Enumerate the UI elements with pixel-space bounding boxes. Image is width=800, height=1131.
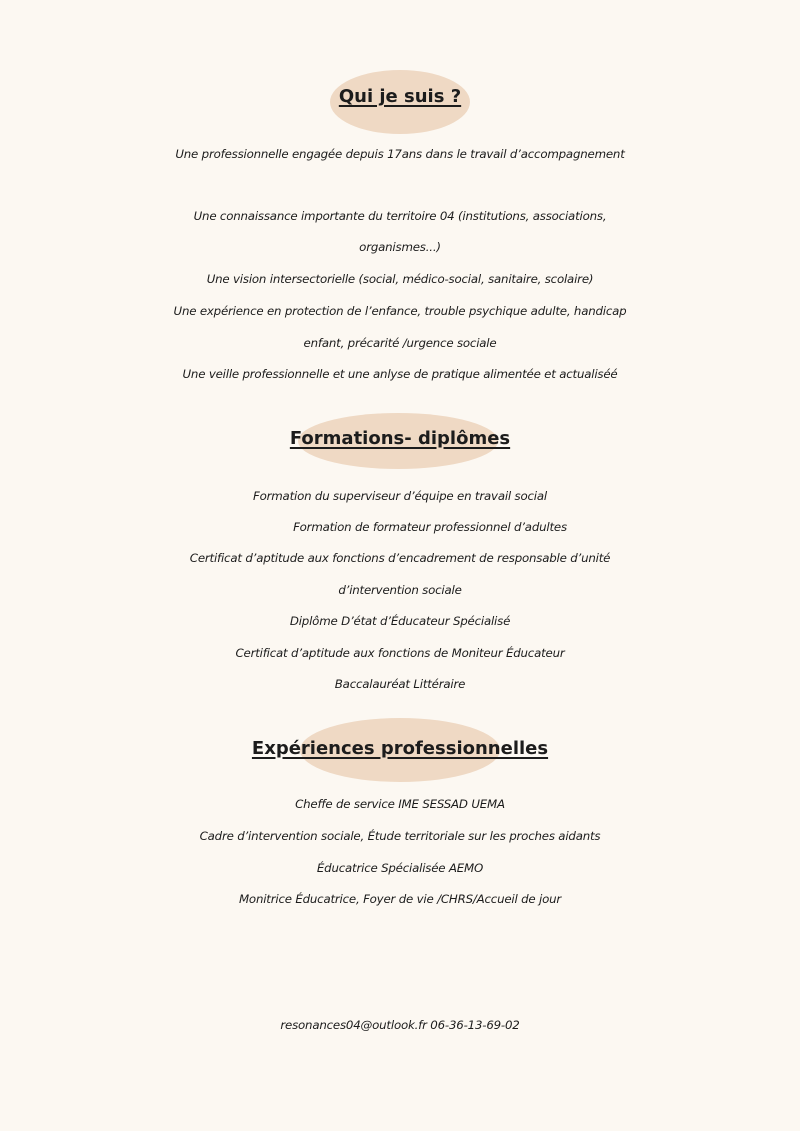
who-line: Une expérience en protection de l’enfance, trouble psychique adulte, handicap [173, 304, 627, 318]
experience-line: Cheffe de service IME SESSAD UEMA [295, 797, 505, 811]
training-line: Formation du superviseur d’équipe en travail social [253, 489, 547, 503]
training-line: Formation de formateur professionnel d’adultes [293, 520, 567, 534]
who-line: organismes...) [359, 240, 441, 254]
who-line: Une professionnelle engagée depuis 17ans dans le travail d’accompagnement [175, 147, 625, 161]
who-line: Une vision intersectorielle (social, médico-social, sanitaire, scolaire) [206, 272, 594, 286]
training-line: Baccalauréat Littéraire [334, 677, 466, 691]
training-line: Certificat d’aptitude aux fonctions d’encadrement de responsable d’unité [189, 551, 611, 565]
who-line: enfant, précarité /urgence sociale [303, 336, 497, 350]
training-line: d’intervention sociale [338, 583, 462, 597]
training-line: Certificat d’aptitude aux fonctions de Moniteur Éducateur [235, 646, 565, 660]
who-line: Une veille professionnelle et une anlyse de pratique alimentée et actualiséé [182, 367, 618, 381]
section-title-training: Formations- diplômes [289, 428, 511, 449]
experience-line: Monitrice Éducatrice, Foyer de vie /CHRS/Accueil de jour [238, 892, 562, 906]
contact-line: resonances04@outlook.fr 06-36-13-69-02 [280, 1018, 520, 1032]
experience-line: Cadre d’intervention sociale, Étude territoriale sur les proches aidants [199, 829, 601, 843]
section-title-experience: Expériences professionnelles [251, 738, 549, 759]
who-line: Une connaissance importante du territoire 04 (institutions, associations, [193, 209, 607, 223]
training-line: Diplôme D’état d’Éducateur Spécialisé [289, 614, 511, 628]
section-title-who: Qui je suis ? [338, 86, 462, 107]
experience-line: Éducatrice Spécialisée AEMO [316, 861, 484, 875]
